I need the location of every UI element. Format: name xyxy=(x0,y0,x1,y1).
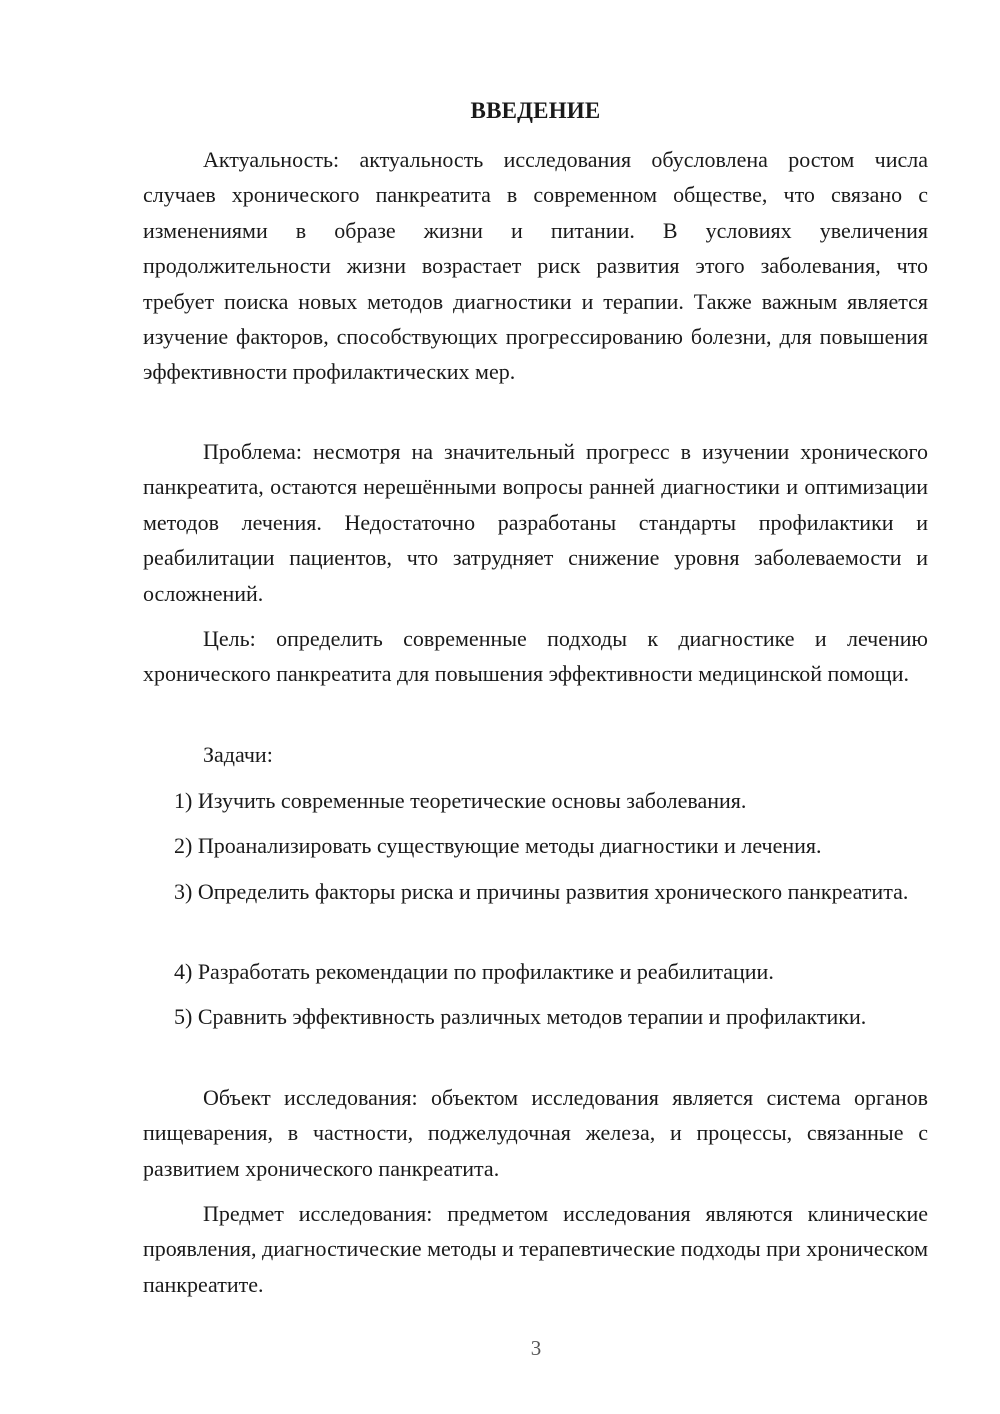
section-heading: ВВЕДЕНИЕ xyxy=(470,98,601,123)
task-item-2: 2) Проанализировать существующие методы диагностики и лечения. xyxy=(174,833,822,858)
problem-paragraph: Проблема: несмотря на значительный прогресс в изучении хронического панкреатита, остаются нерешёнными вопросы ранней диагностики и оптимизации методов лечения. Недостаточно разработаны стандарты профилактики и реабилитации пациентов, что затрудняет снижение уровня заболеваемости и осложнений. xyxy=(143,439,928,606)
page-number: 3 xyxy=(530,1336,542,1360)
task-item-4: 4) Разработать рекомендации по профилактике и реабилитации. xyxy=(174,959,774,984)
goal-paragraph: Цель: определить современные подходы к диагностике и лечению хронического панкреатита для повышения эффективности медицинской помощи. xyxy=(143,626,928,687)
object-paragraph: Объект исследования: объектом исследования является система органов пищеварения, в частности, поджелудочная железа, и процессы, связанные с развитием хронического панкреатита. xyxy=(143,1085,928,1181)
task-item-3: 3) Определить факторы риска и причины развития хронического панкреатита. xyxy=(174,879,909,904)
task-item-5: 5) Сравнить эффективность различных методов терапии и профилактики. xyxy=(174,1004,867,1029)
tasks-title: Задачи: xyxy=(203,742,273,767)
relevance-paragraph: Актуальность: актуальность исследования обусловлена ростом числа случаев хронического панкреатита в современном обществе, что связано с изменениями в образе жизни и питании. В условиях увеличения продолжительности жизни возрастает риск развития этого заболевания, что требует поиска новых методов диагностики и терапии. Также важным является изучение факторов, способствующих прогрессированию болезни, для повышения эффективности профилактических мер. xyxy=(143,147,928,385)
task-item-1: 1) Изучить современные теоретические основы заболевания. xyxy=(174,788,747,813)
subject-paragraph: Предмет исследования: предметом исследования являются клинические проявления, диагностические методы и терапевтические подходы при хроническом панкреатите. xyxy=(143,1201,928,1297)
